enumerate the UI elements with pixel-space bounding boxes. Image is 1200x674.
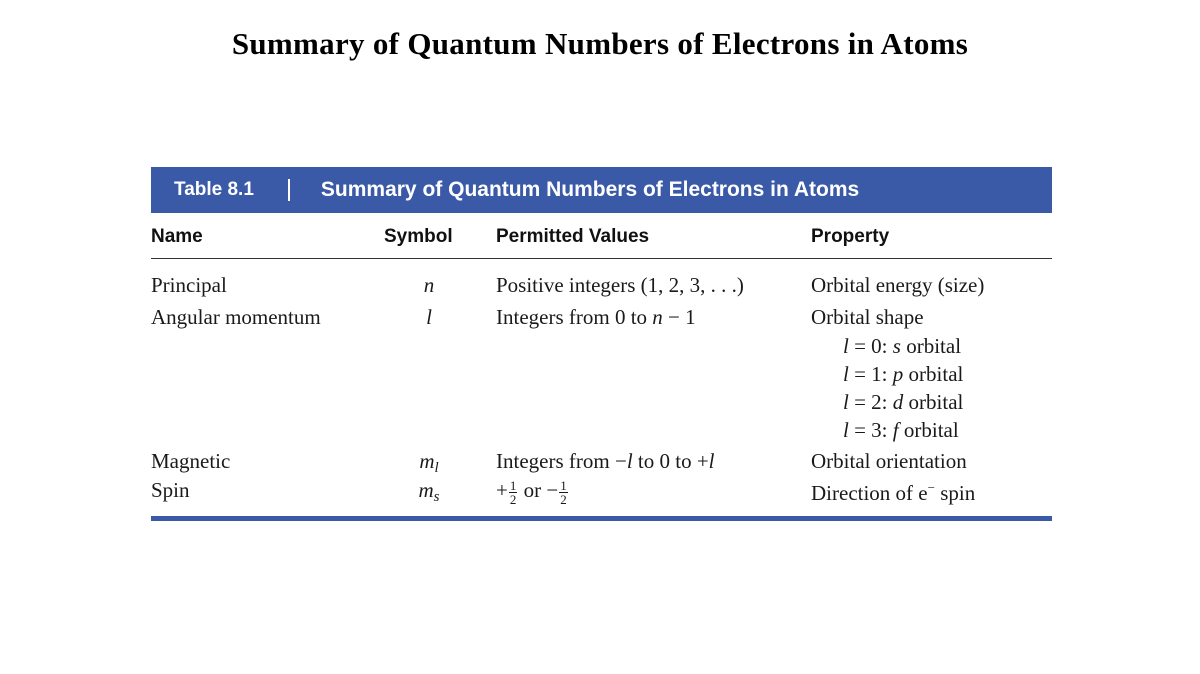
quantum-numbers-table — [151, 167, 1052, 521]
table-header-row — [151, 213, 1052, 259]
header-name: Name — [151, 226, 203, 247]
orbital-shape-item: l = 3: f orbital — [843, 418, 959, 442]
banner-separator — [288, 179, 290, 201]
orbital-shape-item: l = 2: d orbital — [843, 390, 964, 414]
row-magnetic-symbol: $m_l$ — [419, 449, 439, 476]
fraction-one-half: $\frac{1}{2}$ — [509, 477, 517, 507]
row-angular-symbol: l — [426, 305, 432, 329]
table-body — [151, 259, 1052, 516]
row-spin-symbol: $m_s$ — [418, 478, 440, 505]
row-angular-name: Angular momentum — [151, 305, 321, 329]
table-title: Summary of Quantum Numbers of Electrons in Atoms — [320, 178, 860, 201]
row-angular-values: Integers from 0 to n − 1 — [496, 305, 696, 329]
row-spin-property: Direction of e− spin — [811, 480, 976, 505]
row-spin-name: Spin — [151, 478, 190, 502]
table-bottom-rule — [151, 516, 1052, 521]
orbital-shape-item: l = 1: p orbital — [843, 362, 964, 386]
header-permitted-values: Permitted Values — [496, 226, 650, 247]
table-banner — [151, 167, 1052, 213]
row-magnetic-name: Magnetic — [151, 449, 231, 473]
table-number: Table 8.1 — [174, 179, 254, 200]
orbital-shape-item: l = 0: s orbital — [843, 334, 962, 358]
header-symbol: Symbol — [384, 226, 453, 247]
row-principal-symbol: n — [423, 273, 435, 297]
row-magnetic-values: Integers from −l to 0 to +l — [496, 449, 715, 473]
row-magnetic-property: Orbital orientation — [811, 449, 967, 473]
row-principal-property: Orbital energy (size) — [811, 273, 985, 297]
slide-title: Summary of Quantum Numbers of Electrons in Atoms — [231, 26, 969, 61]
header-property: Property — [811, 226, 890, 247]
row-angular-property: Orbital shape — [811, 305, 924, 329]
row-principal-values: Positive integers (1, 2, 3, . . .) — [496, 273, 744, 297]
row-spin-values: + $\frac{1}{2}$ or − $\frac{1}{2}$ — [496, 477, 567, 507]
row-principal-name: Principal — [151, 273, 227, 297]
fraction-one-half: $\frac{1}{2}$ — [560, 477, 567, 507]
